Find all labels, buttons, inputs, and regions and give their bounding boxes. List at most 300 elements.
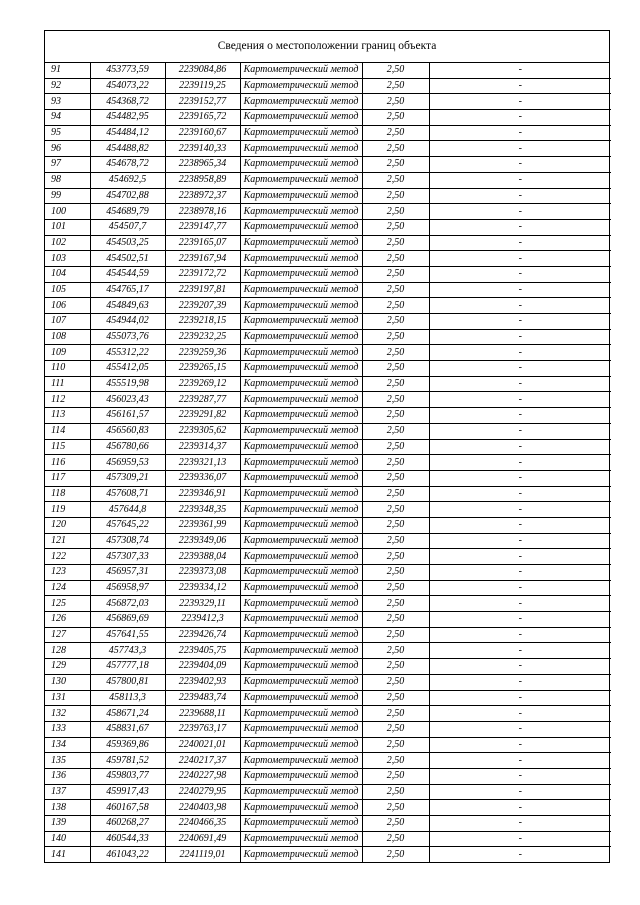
accuracy-cell: 2,50: [362, 188, 429, 204]
method-cell: Картометрический метод: [240, 345, 362, 361]
y-coordinate-cell: 2240403,98: [165, 800, 240, 816]
description-cell: -: [429, 816, 611, 832]
description-cell: -: [429, 831, 611, 847]
accuracy-cell: 2,50: [362, 94, 429, 110]
x-coordinate-cell: 457777,18: [90, 659, 165, 675]
method-cell: Картометрический метод: [240, 549, 362, 565]
table-row: [45, 188, 611, 204]
method-cell: Картометрический метод: [240, 643, 362, 659]
y-coordinate-cell: 2239314,37: [165, 439, 240, 455]
table-row: [45, 627, 611, 643]
accuracy-cell: 2,50: [362, 768, 429, 784]
accuracy-cell: 2,50: [362, 784, 429, 800]
method-cell: Картометрический метод: [240, 376, 362, 392]
point-number-cell: 110: [45, 361, 90, 377]
point-number-cell: 95: [45, 125, 90, 141]
y-coordinate-cell: 2239336,07: [165, 470, 240, 486]
point-number-cell: 98: [45, 172, 90, 188]
description-cell: -: [429, 690, 611, 706]
method-cell: Картометрический метод: [240, 470, 362, 486]
table-row: [45, 361, 611, 377]
method-cell: Картометрический метод: [240, 486, 362, 502]
x-coordinate-cell: 454678,72: [90, 157, 165, 173]
y-coordinate-cell: 2238972,37: [165, 188, 240, 204]
point-number-cell: 97: [45, 157, 90, 173]
point-number-cell: 113: [45, 408, 90, 424]
method-cell: Картометрический метод: [240, 266, 362, 282]
point-number-cell: 122: [45, 549, 90, 565]
x-coordinate-cell: 453773,59: [90, 63, 165, 78]
accuracy-cell: 2,50: [362, 737, 429, 753]
x-coordinate-cell: 457800,81: [90, 674, 165, 690]
y-coordinate-cell: 2238958,89: [165, 172, 240, 188]
accuracy-cell: 2,50: [362, 329, 429, 345]
accuracy-cell: 2,50: [362, 470, 429, 486]
accuracy-cell: 2,50: [362, 580, 429, 596]
description-cell: -: [429, 408, 611, 424]
y-coordinate-cell: 2239361,99: [165, 517, 240, 533]
boundary-table-sheet: [44, 30, 610, 863]
description-cell: -: [429, 94, 611, 110]
table-row: [45, 612, 611, 628]
description-cell: -: [429, 768, 611, 784]
x-coordinate-cell: 458113,3: [90, 690, 165, 706]
y-coordinate-cell: 2239147,77: [165, 219, 240, 235]
accuracy-cell: 2,50: [362, 486, 429, 502]
method-cell: Картометрический метод: [240, 110, 362, 126]
accuracy-cell: 2,50: [362, 565, 429, 581]
description-cell: -: [429, 392, 611, 408]
x-coordinate-cell: 456161,57: [90, 408, 165, 424]
table-row: [45, 847, 611, 862]
x-coordinate-cell: 455519,98: [90, 376, 165, 392]
point-number-cell: 133: [45, 721, 90, 737]
table-row: [45, 533, 611, 549]
method-cell: Картометрический метод: [240, 533, 362, 549]
table-row: [45, 204, 611, 220]
table-row: [45, 470, 611, 486]
table-row: [45, 753, 611, 769]
point-number-cell: 91: [45, 63, 90, 78]
y-coordinate-cell: 2239265,15: [165, 361, 240, 377]
y-coordinate-cell: 2239483,74: [165, 690, 240, 706]
table-row: [45, 235, 611, 251]
description-cell: -: [429, 423, 611, 439]
table-row: [45, 596, 611, 612]
point-number-cell: 116: [45, 455, 90, 471]
x-coordinate-cell: 454849,63: [90, 298, 165, 314]
point-number-cell: 129: [45, 659, 90, 675]
description-cell: -: [429, 63, 611, 78]
description-cell: -: [429, 110, 611, 126]
description-cell: -: [429, 157, 611, 173]
method-cell: Картометрический метод: [240, 408, 362, 424]
table-row: [45, 549, 611, 565]
accuracy-cell: 2,50: [362, 361, 429, 377]
table-row: [45, 455, 611, 471]
description-cell: -: [429, 800, 611, 816]
point-number-cell: 121: [45, 533, 90, 549]
x-coordinate-cell: 456560,83: [90, 423, 165, 439]
accuracy-cell: 2,50: [362, 706, 429, 722]
point-number-cell: 118: [45, 486, 90, 502]
y-coordinate-cell: 2239119,25: [165, 78, 240, 94]
description-cell: -: [429, 188, 611, 204]
method-cell: Картометрический метод: [240, 94, 362, 110]
method-cell: Картометрический метод: [240, 141, 362, 157]
table-row: [45, 94, 611, 110]
method-cell: Картометрический метод: [240, 847, 362, 862]
point-number-cell: 103: [45, 251, 90, 267]
description-cell: -: [429, 659, 611, 675]
y-coordinate-cell: 2239334,12: [165, 580, 240, 596]
table-row: [45, 674, 611, 690]
table-row: [45, 706, 611, 722]
table-row: [45, 251, 611, 267]
y-coordinate-cell: 2239291,82: [165, 408, 240, 424]
point-number-cell: 136: [45, 768, 90, 784]
y-coordinate-cell: 2239412,3: [165, 612, 240, 628]
point-number-cell: 109: [45, 345, 90, 361]
method-cell: Картометрический метод: [240, 172, 362, 188]
description-cell: -: [429, 627, 611, 643]
description-cell: -: [429, 549, 611, 565]
table-row: [45, 282, 611, 298]
x-coordinate-cell: 454765,17: [90, 282, 165, 298]
accuracy-cell: 2,50: [362, 298, 429, 314]
accuracy-cell: 2,50: [362, 831, 429, 847]
y-coordinate-cell: 2239259,36: [165, 345, 240, 361]
y-coordinate-cell: 2239084,86: [165, 63, 240, 78]
y-coordinate-cell: 2241119,01: [165, 847, 240, 862]
method-cell: Картометрический метод: [240, 502, 362, 518]
description-cell: -: [429, 78, 611, 94]
y-coordinate-cell: 2239269,12: [165, 376, 240, 392]
x-coordinate-cell: 456023,43: [90, 392, 165, 408]
point-number-cell: 127: [45, 627, 90, 643]
y-coordinate-cell: 2239688,11: [165, 706, 240, 722]
table-row: [45, 768, 611, 784]
x-coordinate-cell: 459803,77: [90, 768, 165, 784]
point-number-cell: 125: [45, 596, 90, 612]
method-cell: Картометрический метод: [240, 219, 362, 235]
description-cell: -: [429, 517, 611, 533]
y-coordinate-cell: 2239763,17: [165, 721, 240, 737]
x-coordinate-cell: 455073,76: [90, 329, 165, 345]
point-number-cell: 139: [45, 816, 90, 832]
accuracy-cell: 2,50: [362, 753, 429, 769]
description-cell: -: [429, 737, 611, 753]
method-cell: Картометрический метод: [240, 565, 362, 581]
method-cell: Картометрический метод: [240, 235, 362, 251]
description-cell: -: [429, 204, 611, 220]
table-row: [45, 298, 611, 314]
x-coordinate-cell: 454544,59: [90, 266, 165, 282]
x-coordinate-cell: 459917,43: [90, 784, 165, 800]
description-cell: -: [429, 533, 611, 549]
x-coordinate-cell: 454073,22: [90, 78, 165, 94]
table-title: Сведения о местоположении границ объекта: [45, 31, 609, 63]
point-number-cell: 141: [45, 847, 90, 862]
method-cell: Картометрический метод: [240, 816, 362, 832]
point-number-cell: 100: [45, 204, 90, 220]
coordinates-table-body: [45, 63, 611, 862]
table-row: [45, 439, 611, 455]
y-coordinate-cell: 2239232,25: [165, 329, 240, 345]
method-cell: Картометрический метод: [240, 659, 362, 675]
table-row: [45, 502, 611, 518]
y-coordinate-cell: 2239404,09: [165, 659, 240, 675]
method-cell: Картометрический метод: [240, 784, 362, 800]
y-coordinate-cell: 2240279,95: [165, 784, 240, 800]
point-number-cell: 93: [45, 94, 90, 110]
description-cell: -: [429, 706, 611, 722]
point-number-cell: 92: [45, 78, 90, 94]
accuracy-cell: 2,50: [362, 314, 429, 330]
method-cell: Картометрический метод: [240, 800, 362, 816]
x-coordinate-cell: 456957,31: [90, 565, 165, 581]
method-cell: Картометрический метод: [240, 78, 362, 94]
accuracy-cell: 2,50: [362, 376, 429, 392]
y-coordinate-cell: 2239321,13: [165, 455, 240, 471]
accuracy-cell: 2,50: [362, 596, 429, 612]
accuracy-cell: 2,50: [362, 172, 429, 188]
y-coordinate-cell: 2239165,07: [165, 235, 240, 251]
accuracy-cell: 2,50: [362, 533, 429, 549]
point-number-cell: 123: [45, 565, 90, 581]
accuracy-cell: 2,50: [362, 517, 429, 533]
table-row: [45, 643, 611, 659]
x-coordinate-cell: 454503,25: [90, 235, 165, 251]
accuracy-cell: 2,50: [362, 439, 429, 455]
y-coordinate-cell: 2239402,93: [165, 674, 240, 690]
description-cell: -: [429, 172, 611, 188]
method-cell: Картометрический метод: [240, 314, 362, 330]
point-number-cell: 107: [45, 314, 90, 330]
accuracy-cell: 2,50: [362, 643, 429, 659]
accuracy-cell: 2,50: [362, 549, 429, 565]
point-number-cell: 138: [45, 800, 90, 816]
x-coordinate-cell: 454502,51: [90, 251, 165, 267]
method-cell: Картометрический метод: [240, 157, 362, 173]
method-cell: Картометрический метод: [240, 753, 362, 769]
table-row: [45, 721, 611, 737]
point-number-cell: 130: [45, 674, 90, 690]
accuracy-cell: 2,50: [362, 816, 429, 832]
accuracy-cell: 2,50: [362, 219, 429, 235]
point-number-cell: 126: [45, 612, 90, 628]
description-cell: -: [429, 298, 611, 314]
table-row: [45, 345, 611, 361]
description-cell: -: [429, 721, 611, 737]
y-coordinate-cell: 2239329,11: [165, 596, 240, 612]
method-cell: Картометрический метод: [240, 329, 362, 345]
description-cell: -: [429, 470, 611, 486]
point-number-cell: 119: [45, 502, 90, 518]
point-number-cell: 105: [45, 282, 90, 298]
description-cell: -: [429, 596, 611, 612]
x-coordinate-cell: 454692,5: [90, 172, 165, 188]
method-cell: Картометрический метод: [240, 439, 362, 455]
method-cell: Картометрический метод: [240, 580, 362, 596]
x-coordinate-cell: 454944,02: [90, 314, 165, 330]
table-row: [45, 172, 611, 188]
table-row: [45, 392, 611, 408]
x-coordinate-cell: 456869,69: [90, 612, 165, 628]
description-cell: -: [429, 753, 611, 769]
point-number-cell: 124: [45, 580, 90, 596]
description-cell: -: [429, 314, 611, 330]
point-number-cell: 131: [45, 690, 90, 706]
method-cell: Картометрический метод: [240, 251, 362, 267]
description-cell: -: [429, 361, 611, 377]
y-coordinate-cell: 2239373,08: [165, 565, 240, 581]
accuracy-cell: 2,50: [362, 408, 429, 424]
y-coordinate-cell: 2239207,39: [165, 298, 240, 314]
y-coordinate-cell: 2239405,75: [165, 643, 240, 659]
description-cell: -: [518, 848, 522, 860]
description-cell: -: [429, 282, 611, 298]
x-coordinate-cell: 454484,12: [90, 125, 165, 141]
accuracy-cell: 2,50: [362, 141, 429, 157]
accuracy-cell: 2,50: [362, 251, 429, 267]
point-number-cell: 102: [45, 235, 90, 251]
method-cell: Картометрический метод: [240, 627, 362, 643]
table-row: [45, 831, 611, 847]
x-coordinate-cell: 457307,33: [90, 549, 165, 565]
method-cell: Картометрический метод: [240, 423, 362, 439]
x-coordinate-cell: 455312,22: [90, 345, 165, 361]
description-cell: -: [429, 612, 611, 628]
table-row: [45, 565, 611, 581]
point-number-cell: 101: [45, 219, 90, 235]
method-cell: Картометрический метод: [240, 674, 362, 690]
accuracy-cell: 2,50: [362, 800, 429, 816]
table-row: [45, 580, 611, 596]
y-coordinate-cell: 2240021,01: [165, 737, 240, 753]
y-coordinate-cell: 2239349,06: [165, 533, 240, 549]
accuracy-cell: 2,50: [362, 157, 429, 173]
method-cell: Картометрический метод: [240, 204, 362, 220]
y-coordinate-cell: 2240466,35: [165, 816, 240, 832]
accuracy-cell: 2,50: [362, 125, 429, 141]
method-cell: Картометрический метод: [240, 361, 362, 377]
accuracy-cell: 2,50: [362, 690, 429, 706]
table-row: [45, 157, 611, 173]
y-coordinate-cell: 2239346,91: [165, 486, 240, 502]
point-number-cell: 115: [45, 439, 90, 455]
method-cell: Картометрический метод: [240, 392, 362, 408]
x-coordinate-cell: 458671,24: [90, 706, 165, 722]
method-cell: Картометрический метод: [240, 298, 362, 314]
method-cell: Картометрический метод: [240, 706, 362, 722]
y-coordinate-cell: 2238978,16: [165, 204, 240, 220]
point-number-cell: 134: [45, 737, 90, 753]
point-number-cell: 132: [45, 706, 90, 722]
y-coordinate-cell: 2240691,49: [165, 831, 240, 847]
table-row: [45, 423, 611, 439]
method-cell: Картометрический метод: [240, 125, 362, 141]
accuracy-cell: 2,50: [362, 204, 429, 220]
x-coordinate-cell: 454689,79: [90, 204, 165, 220]
method-cell: Картометрический метод: [240, 690, 362, 706]
x-coordinate-cell: 455412,05: [90, 361, 165, 377]
description-cell: -: [429, 376, 611, 392]
method-cell: Картометрический метод: [240, 721, 362, 737]
point-number-cell: 120: [45, 517, 90, 533]
x-coordinate-cell: 460268,27: [90, 816, 165, 832]
table-row: [45, 110, 611, 126]
table-row: [45, 690, 611, 706]
accuracy-cell: 2,50: [362, 659, 429, 675]
method-cell: Картометрический метод: [240, 831, 362, 847]
table-row: [45, 784, 611, 800]
point-number-cell: 111: [45, 376, 90, 392]
accuracy-cell: 2,50: [362, 612, 429, 628]
description-cell: -: [429, 643, 611, 659]
x-coordinate-cell: 457641,55: [90, 627, 165, 643]
table-row: [45, 376, 611, 392]
table-row: [45, 314, 611, 330]
table-row: [45, 800, 611, 816]
y-coordinate-cell: 2239160,67: [165, 125, 240, 141]
point-number-cell: 135: [45, 753, 90, 769]
description-cell: -: [429, 345, 611, 361]
table-row: [45, 219, 611, 235]
point-number-cell: 128: [45, 643, 90, 659]
method-cell: Картометрический метод: [240, 455, 362, 471]
point-number-cell: 114: [45, 423, 90, 439]
description-cell: -: [429, 674, 611, 690]
y-coordinate-cell: 2239426,74: [165, 627, 240, 643]
table-row: [45, 78, 611, 94]
description-cell: -: [429, 266, 611, 282]
method-cell: Картометрический метод: [240, 517, 362, 533]
accuracy-cell: 2,50: [362, 78, 429, 94]
y-coordinate-cell: 2239197,81: [165, 282, 240, 298]
description-cell: -: [429, 125, 611, 141]
description-cell: -: [429, 580, 611, 596]
y-coordinate-cell: 2239348,35: [165, 502, 240, 518]
method-cell: Картометрический метод: [240, 596, 362, 612]
x-coordinate-cell: 457309,21: [90, 470, 165, 486]
description-cell: -: [429, 486, 611, 502]
y-coordinate-cell: 2240227,98: [165, 768, 240, 784]
description-cell: -: [429, 784, 611, 800]
y-coordinate-cell: 2239172,72: [165, 266, 240, 282]
accuracy-cell: 2,50: [362, 266, 429, 282]
method-cell: Картометрический метод: [240, 188, 362, 204]
table-row: [45, 659, 611, 675]
x-coordinate-cell: 459781,52: [90, 753, 165, 769]
x-coordinate-cell: 459369,86: [90, 737, 165, 753]
description-cell: -: [429, 329, 611, 345]
x-coordinate-cell: 460544,33: [90, 831, 165, 847]
table-row: [45, 266, 611, 282]
table-row: [45, 816, 611, 832]
coordinates-table: [45, 63, 611, 862]
point-number-cell: 96: [45, 141, 90, 157]
point-number-cell: 99: [45, 188, 90, 204]
accuracy-cell: 2,50: [362, 63, 429, 78]
x-coordinate-cell: 457645,22: [90, 517, 165, 533]
point-number-cell: 137: [45, 784, 90, 800]
table-row: [45, 517, 611, 533]
accuracy-cell: 2,50: [362, 627, 429, 643]
accuracy-cell: 2,50: [362, 455, 429, 471]
y-coordinate-cell: 2239165,72: [165, 110, 240, 126]
x-coordinate-cell: 457743,3: [90, 643, 165, 659]
